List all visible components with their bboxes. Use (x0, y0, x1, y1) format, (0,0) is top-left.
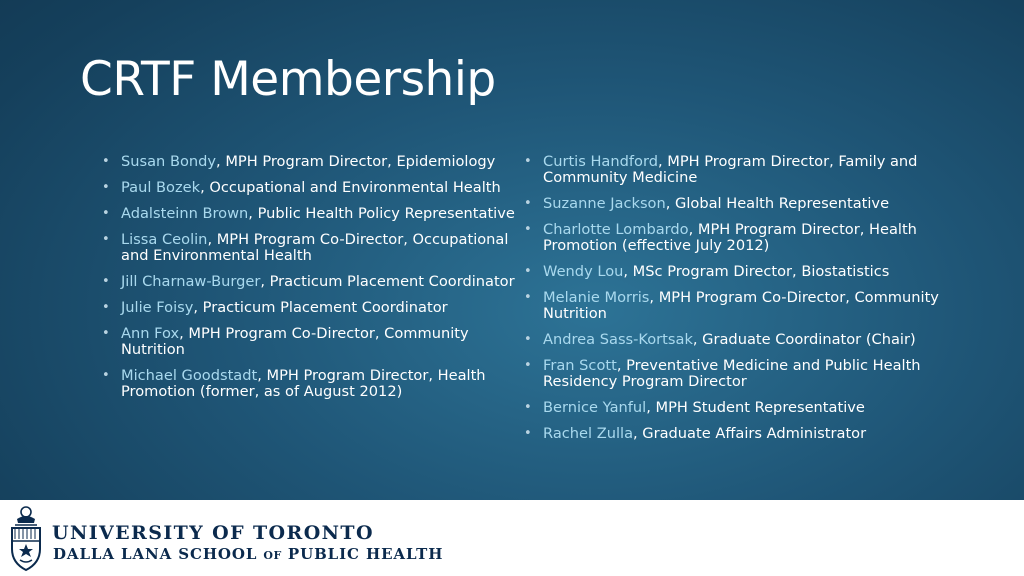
bullet-icon: • (524, 196, 532, 211)
member-name: Melanie Morris (543, 289, 650, 306)
member-role: , MPH Program Director, Family and Community Medicine (543, 153, 918, 186)
member-role: , MPH Program Co-Director, Occupational and Environmental Health (121, 231, 509, 264)
member-name: Lissa Ceolin (121, 231, 208, 248)
bullet-icon: • (524, 426, 532, 441)
member-role: , MPH Program Director, Health Promotion (former, as of August 2012) (121, 367, 486, 400)
bullet-icon: • (102, 180, 110, 195)
member-role: , MPH Student Representative (646, 399, 865, 416)
school-name-part2: PUBLIC HEALTH (281, 545, 444, 563)
members-list-right (524, 154, 954, 452)
list-item (102, 326, 520, 358)
member-role: , MSc Program Director, Biostatistics (623, 263, 890, 280)
member-name: Jill Charnaw-Burger (121, 273, 261, 290)
member-name: Charlotte Lombardo (543, 221, 689, 238)
bullet-icon: • (524, 290, 532, 305)
list-item (524, 332, 954, 348)
bullet-icon: • (102, 206, 110, 221)
list-item (524, 400, 954, 416)
list-item (102, 274, 520, 290)
school-name (53, 545, 443, 563)
bullet-icon: • (102, 368, 110, 383)
slide-title: CRTF Membership (80, 52, 496, 107)
member-role: , Global Health Representative (665, 195, 890, 212)
member-role: , Preventative Medicine and Public Health Residency Program Director (543, 357, 921, 390)
list-item (524, 222, 954, 254)
member-role: , Public Health Policy Representative (248, 205, 515, 222)
member-role: , Graduate Coordinator (Chair) (692, 331, 916, 348)
list-item (102, 232, 520, 264)
member-role: , MPH Program Co-Director, Community Nutrition (543, 289, 939, 322)
bullet-icon: • (102, 326, 110, 341)
bullet-icon: • (524, 264, 532, 279)
member-name: Andrea Sass-Kortsak (543, 331, 693, 348)
bullet-icon: • (102, 274, 110, 289)
list-item (524, 290, 954, 322)
member-name: Adalsteinn Brown (121, 205, 249, 222)
university-name: UNIVERSITY OF TORONTO (52, 522, 374, 544)
list-item (102, 180, 520, 196)
list-item (102, 300, 520, 316)
member-role: , Occupational and Environmental Health (200, 179, 501, 196)
list-item (102, 154, 520, 170)
member-name: Ann Fox (121, 325, 180, 342)
bullet-icon: • (524, 222, 532, 237)
member-name: Curtis Handford (543, 153, 658, 170)
member-name: Bernice Yanful (543, 399, 647, 416)
members-list-left (102, 154, 520, 410)
list-item (524, 426, 954, 442)
member-role: , MPH Program Director, Epidemiology (216, 153, 496, 170)
list-item (102, 206, 520, 222)
member-role: , Practicum Placement Coordinator (260, 273, 515, 290)
member-role: , Practicum Placement Coordinator (193, 299, 448, 316)
member-role: , MPH Program Co-Director, Community Nutrition (121, 325, 469, 358)
member-name: Fran Scott (543, 357, 617, 374)
list-item (102, 368, 520, 400)
member-role: , MPH Program Director, Health Promotion (effective July 2012) (543, 221, 917, 254)
bullet-icon: • (102, 232, 110, 247)
bullet-icon: • (524, 154, 532, 169)
member-name: Rachel Zulla (543, 425, 634, 442)
list-item (524, 196, 954, 212)
school-name-of: OF (263, 549, 282, 562)
list-item (524, 154, 954, 186)
member-name: Wendy Lou (543, 263, 624, 280)
member-name: Julie Foisy (121, 299, 194, 316)
bullet-icon: • (524, 332, 532, 347)
member-role: , Graduate Affairs Administrator (633, 425, 867, 442)
bullet-icon: • (102, 154, 110, 169)
member-name: Suzanne Jackson (543, 195, 666, 212)
member-name: Michael Goodstadt (121, 367, 258, 384)
bullet-icon: • (524, 400, 532, 415)
member-name: Paul Bozek (121, 179, 201, 196)
bullet-icon: • (102, 300, 110, 315)
school-name-part1: DALLA LANA SCHOOL (53, 545, 264, 563)
member-name: Susan Bondy (121, 153, 217, 170)
bullet-icon: • (524, 358, 532, 373)
list-item (524, 358, 954, 390)
list-item (524, 264, 954, 280)
university-crest-icon (7, 503, 45, 573)
